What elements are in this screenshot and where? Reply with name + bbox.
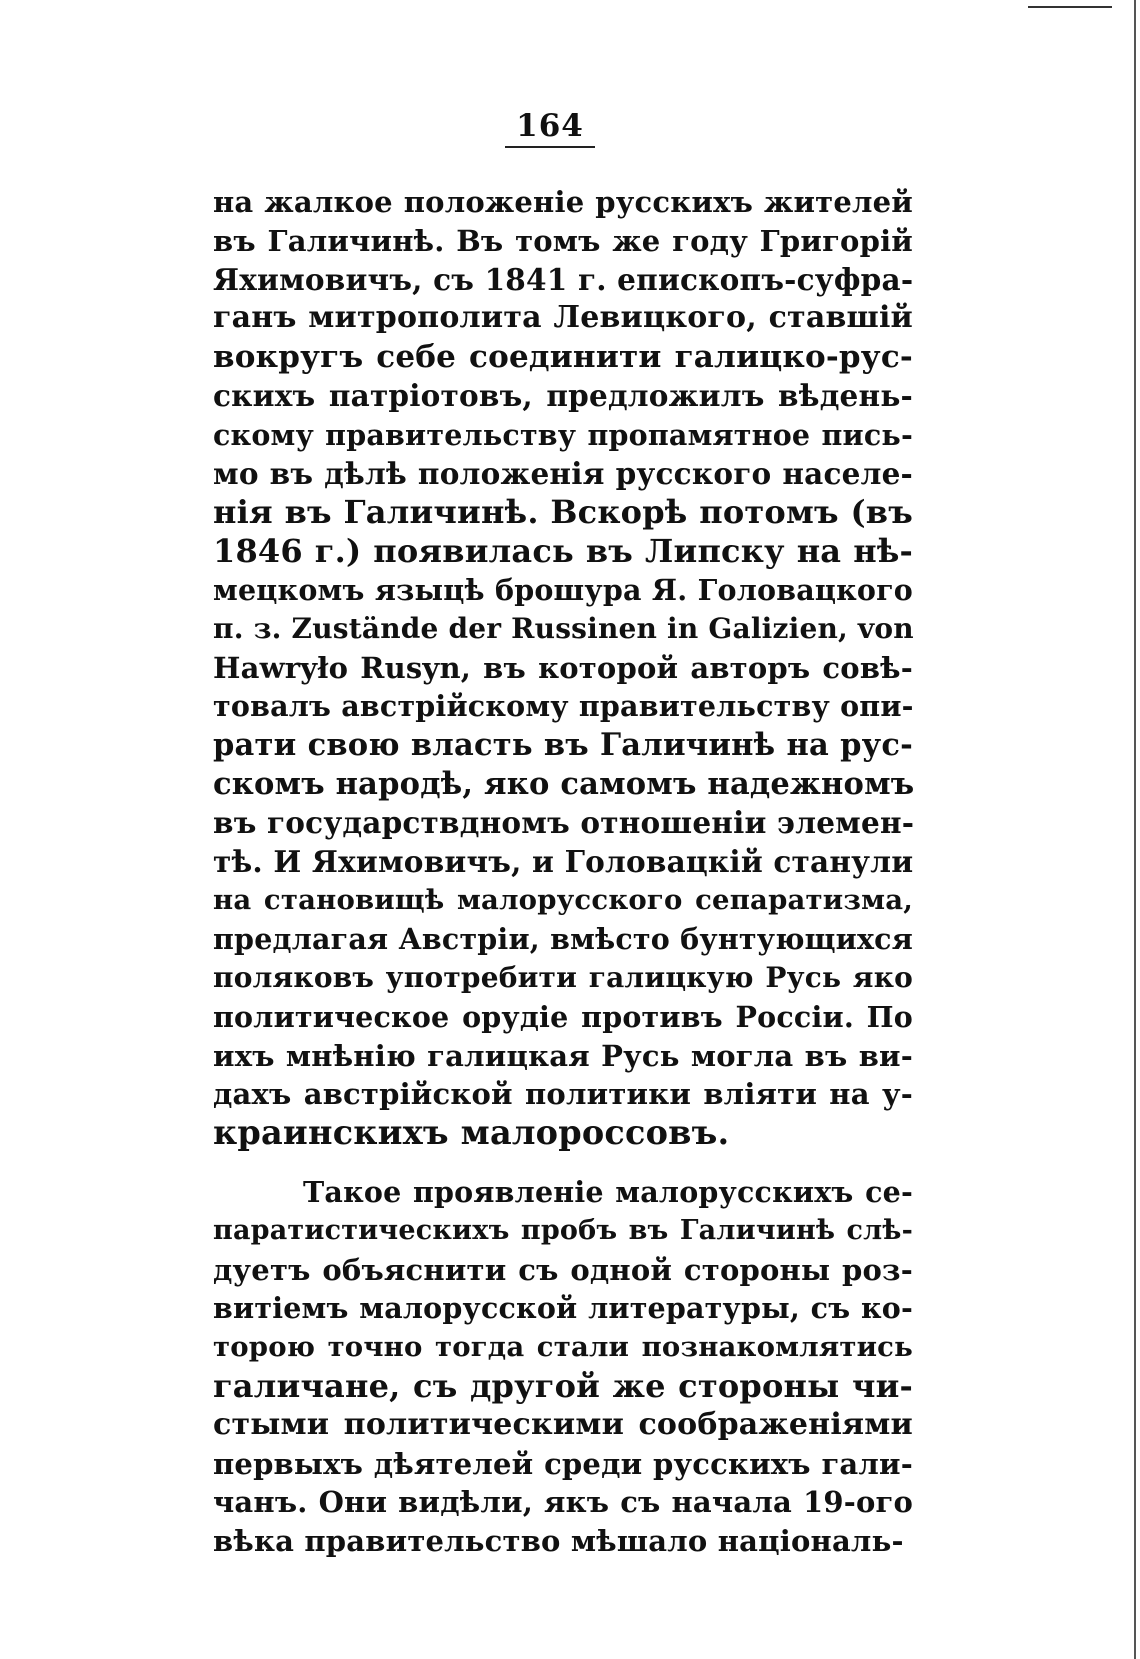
text-line: торою точно тогда стали познакомлятись (213, 1331, 913, 1364)
top-edge-rule (1028, 6, 1112, 8)
text-line: въ Галичинѣ. Въ томъ же году Григорій (213, 223, 913, 258)
text-line: вѣка правительство мѣшало національ- (213, 1524, 904, 1559)
text-line: товалъ австрійскому правительству опи- (213, 689, 914, 724)
page-edge-line (1134, 0, 1136, 1659)
page-header (490, 108, 610, 148)
text-line: Hawryło Rusyn, въ которой авторъ совѣ- (213, 650, 913, 685)
text-line: на жалкое положеніе русскихъ жителей (213, 185, 913, 219)
paragraph (213, 183, 913, 1153)
text-line: предлагая Австріи, вмѣсто бунтующихся (213, 922, 913, 957)
text-line: паратистическихъ пробъ въ Галичинѣ слѣ- (213, 1214, 913, 1246)
text-line: политическое орудіе противъ Россіи. По (213, 999, 913, 1034)
text-line: скому правительству пропамятное пись- (213, 417, 913, 452)
text-line: п. з. Zustände der Russinen in Galizien, von (213, 611, 914, 645)
page-number-underline (505, 146, 595, 148)
text-line: поляковъ употребити галицкую Русь яко (213, 960, 913, 994)
text-line: чанъ. Они видѣли, якъ съ начала 19-ого (213, 1485, 913, 1520)
text-line: дуетъ объяснити съ одной стороны роз- (213, 1252, 913, 1287)
body-text (213, 183, 913, 1561)
text-line: мецкомъ языцѣ брошура Я. Головацкого (213, 572, 913, 607)
paragraph (213, 1173, 913, 1561)
text-line: дахъ австрійской политики вліяти на у- (213, 1077, 913, 1112)
text-line: Яхимовичъ, съ 1841 г. епископъ-суфра- (213, 261, 914, 297)
text-line: Такое проявленіе малорусскихъ се- (303, 1174, 913, 1209)
text-line: витіемъ малорусской литературы, съ ко- (213, 1291, 913, 1326)
text-line: нія въ Галичинѣ. Вскорѣ потомъ (въ (213, 493, 913, 532)
text-line: краинскихъ малороссовъ. (213, 1113, 730, 1153)
text-line: ихъ мнѣнію галицкая Русь могла въ ви- (213, 1038, 913, 1073)
text-line: рати свою власть въ Галичинѣ на рус- (213, 727, 913, 764)
text-line: скомъ народѣ, яко самомъ надежномъ (213, 765, 915, 802)
text-line: въ государствдномъ отношеніи элемен- (213, 804, 915, 840)
text-line: галичане, съ другой же стороны чи- (213, 1366, 913, 1405)
text-line: ганъ митрополита Левицкого, ставшій (213, 300, 913, 336)
text-line: скихъ патріотовъ, предложилъ вѣдень- (213, 377, 913, 413)
paragraph-gap (213, 1153, 913, 1173)
text-line: вокругъ себе соединити галицко-рус- (213, 339, 913, 376)
text-line: тѣ. И Яхимовичъ, и Головацкій станули (213, 843, 914, 879)
text-line: 1846 г.) появилась въ Липску на нѣ- (213, 532, 913, 571)
text-line: первыхъ дѣятелей среди русскихъ гали- (213, 1446, 913, 1481)
page-number: 164 (516, 108, 584, 144)
text-line: на становищѣ малорусского сепаратизма, (213, 884, 913, 917)
text-line: мо въ дѣлѣ положенія русского населе- (213, 455, 913, 491)
text-line: стыми политическими соображеніями (213, 1406, 913, 1442)
